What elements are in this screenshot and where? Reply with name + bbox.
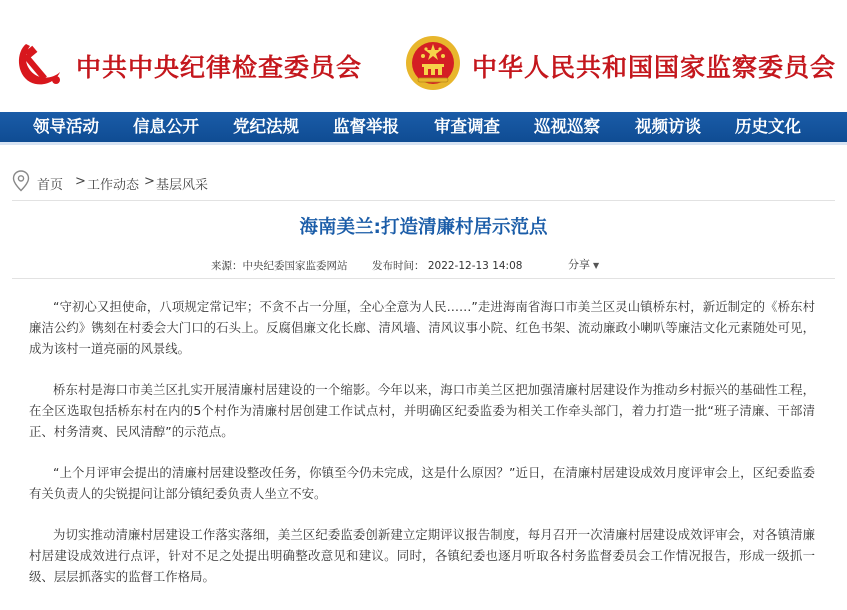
nav-item-inspection[interactable]: 巡视巡察 [534,117,600,136]
main-nav [0,112,847,145]
breadcrumb-separator: > [144,174,155,189]
article-paragraph: 桥东村是海口市美兰区扎实开展清廉村居建设的一个缩影。今年以来，海口市美兰区把加强清廉村居建设作为推动乡村振兴的基础性工程，在全区选取包括桥东村在内的5个村作为清廉村居创建工作试点村，并明确区纪委监委为相关工作牵头部门，着力打造一批“班子清廉、干部清正、村务清爽、民风清醇”的示范点。 [29,382,815,439]
nav-item-info-disclosure[interactable]: 信息公开 [133,117,199,136]
caret-down-icon: ▼ [593,261,600,270]
divider [12,200,835,201]
article-date: 发布时间： 2022-12-13 14:08 [372,260,523,272]
share-button[interactable] [568,256,599,272]
party-emblem-icon [12,36,66,90]
article-paragraph: “上个月评审会提出的清廉村居建设整改任务，你镇至今仍未完成，这是什么原因？”近日，在清廉村居建设成效月度评审会上，区纪委监委有关负责人的尖锐提问让部分镇纪委负责人坐立不安。 [29,465,815,501]
nav-item-supervision-report[interactable]: 监督举报 [333,117,399,136]
article-paragraph: 为切实推动清廉村居建设工作落实落细，美兰区纪委监委创新建立定期评议报告制度，每月召开一次清廉村居建设成效评审会，对各镇清廉村居建设成效进行点评，针对不足之处提出明确整改意见和建议。同时，各镇纪委也逐月听取各村务监督委员会工作情况报告，形成一级抓一级、层层抓落实的监督工作格局。 [29,527,815,584]
national-emblem-icon [404,34,462,92]
nav-item-history-culture[interactable]: 历史文化 [735,117,801,136]
nav-item-leadership[interactable]: 领导活动 [33,117,99,136]
breadcrumb-grassroots[interactable]: 基层风采 [156,178,209,193]
breadcrumb-home[interactable]: 首页 [37,178,64,193]
location-pin-icon [12,170,30,192]
nsc-title: 中华人民共和国国家监察委员会 [472,53,837,82]
breadcrumb-separator: > [75,174,86,189]
article-paragraph: “守初心又担使命，八项规定常记牢；不贪不占一分厘，全心全意为人民……”走进海南省海口市美兰区灵山镇桥东村，新近制定的《桥东村廉洁公约》镌刻在村委会大门口的石头上。反腐倡廉文化长廊、清风墙、清风议事小院、红色书架、流动廉政小喇叭等廉洁文化元素随处可见，成为该村一道亮丽的风景线。 [29,299,815,356]
article-source: 来源：中央纪委国家监委网站 [211,260,348,272]
nav-item-regulations[interactable]: 党纪法规 [233,117,299,136]
ccdi-title: 中共中央纪律检查委员会 [76,53,363,82]
breadcrumb-work-news[interactable]: 工作动态 [87,178,140,193]
nav-item-investigation[interactable]: 审查调查 [434,117,500,136]
nav-item-video-interview[interactable]: 视频访谈 [635,117,701,136]
site-header [0,0,847,112]
share-label: 分享 [568,258,590,271]
article-title: 海南美兰:打造清廉村居示范点 [299,217,548,238]
divider [12,278,835,279]
